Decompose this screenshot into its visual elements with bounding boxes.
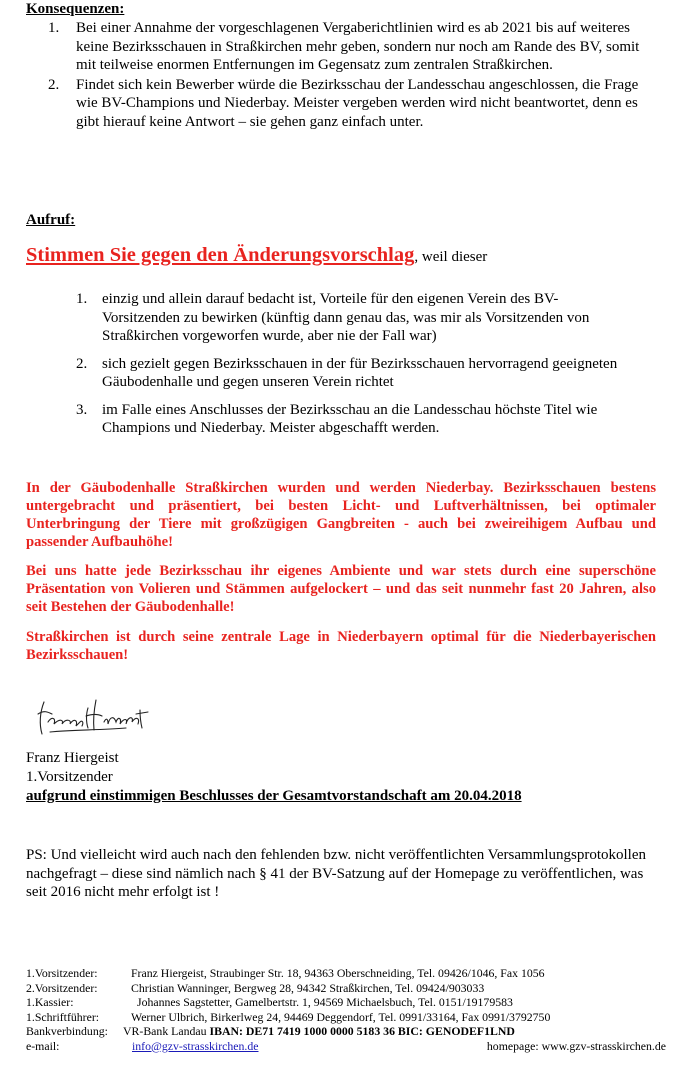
appeal-list [76,290,636,438]
list-number: 3. [76,401,88,418]
list-item [48,19,648,75]
list-text: Bei einer Annahme der vorgeschlagenen Vergaberichtlinien wird es ab 2021 bis auf weiteres keine Bezirksschauen in Straßkirchen mehr geben, sondern nur noch am Rande des BV, somit mit teilweise enormen Entfernungen im Gegensatz zum zentralen Straßkirchen. [76,20,640,73]
list-number: 2. [48,76,60,93]
list-number: 1. [76,291,88,307]
list-number: 2. [76,355,88,372]
list-item [76,355,636,392]
email-link[interactable]: info@gzv-strasskirchen.de [132,1038,259,1053]
footer-row [26,966,666,981]
footer-bank-row [26,1024,666,1039]
list-text: im Falle eines Anschlusses der Bezirksschau an die Landesschau höchste Titel wie Champions und Niederbay. Meister abgeschafft werden. [102,401,598,436]
footer-label: e-mail: [26,1038,60,1053]
footer-value: Franz Hiergeist, Straubinger Str. 18, 94363 Oberschneiding, Tel. 09426/1046, Fax 1056 [131,966,545,980]
list-text: einzig und allein darauf bedacht ist, Vorteile für den eigenen Verein des BV-Vorsitzenden zu bewirken (künftig dann genau das, was mir als Vorsitzenden von Straßkirchen vorgeworfen wurde, aber nie der Fall war) [102,291,590,344]
footer-label: 1.Schriftführer: [26,1009,100,1024]
list-text: Findet sich kein Bewerber würde die Bezirksschau der Landesschau angeschlossen, die Frage wie BV-Champions und Niederbay. Meister vergeben werden wird nicht beantwortet, denn es gibt hierauf keine Antwort – sie gehen ganz einfach unter. [76,76,639,130]
footer [26,966,666,1053]
footer-label: Bankverbindung: [26,1024,108,1038]
signature-icon [30,692,160,740]
homepage-text: homepage: www.gzv-strasskirchen.de [486,1038,666,1053]
postscript: PS: Und vielleicht wird auch nach den fehlenden bzw. nicht veröffentlichten Versammlungsprotokollen nachgefragt – diese sind nämlich nach § 41 der BV-Satzung auf der Homepage zu veröffentlichen, was seit 2016 nicht mehr erfolgt ist ! [26,847,646,900]
appeal-headline-suffix: , weil dieser [414,249,488,265]
footer-value: Johannes Sagstetter, Gamelbertstr. 1, 94569 Michaelsbuch, Tel. 0151/19179583 [137,995,513,1009]
appeal-headline [26,244,487,267]
bank-name: VR-Bank Landau [123,1024,207,1038]
footer-contact-row [26,1039,666,1054]
list-number: 1. [48,20,60,36]
footer-value: Werner Ulbrich, Birkerlweg 24, 94469 Deggendorf, Tel. 0991/33164, Fax 0991/3792750 [131,1009,551,1024]
red-paragraph: Bei uns hatte jede Bezirksschau ihr eigenes Ambiente und war stets durch eine superschöne Präsentation von Volieren und Stämmen aufgelockert – und das seit nunmehr fast 20 Jahren, also seit Bestehen der Gäubodenhalle! [26,563,656,615]
resolution-note: aufgrund einstimmigen Beschlusses der Gesamtvorstandschaft am 20.04.2018 [26,788,522,804]
footer-label: 1.Vorsitzender: [26,966,98,980]
footer-label: 1.Kassier: [26,995,74,1009]
list-item [76,290,636,346]
list-item [76,401,636,438]
signer-role: 1.Vorsitzender [26,769,113,785]
footer-row [26,995,666,1010]
list-text: sich gezielt gegen Bezirksschauen in der für Bezirksschauen hervorragend geeigneten Gäubodenhalle und gegen unseren Verein richtet [102,355,618,390]
appeal-heading: Aufruf: [26,212,76,228]
appeal-headline-emphasis: Stimmen Sie gegen den Änderungsvorschlag [26,244,415,266]
footer-value: Christian Wanninger, Bergweg 28, 94342 Straßkirchen, Tel. 09424/903033 [131,980,485,995]
footer-row [26,1010,666,1025]
consequences-list [48,19,648,131]
red-paragraph: In der Gäubodenhalle Straßkirchen wurden und werden Niederbay. Bezirksschauen bestens untergebracht und präsentiert, bei besten Licht- und Luftverhältnissen, bei optimaler Unterbringung der Tiere mit großzügigen Gangbreiten - auch bei zweireihigem Aufbau und passender Aufbauhöhe! [26,480,656,550]
footer-label: 2.Vorsitzender: [26,980,98,995]
red-paragraph: Straßkirchen ist durch seine zentrale Lage in Niederbayern optimal für die Niederbayerischen Bezirksschauen! [26,629,656,663]
footer-row [26,981,666,996]
consequences-heading: Konsequenzen: [26,1,125,17]
bank-details: IBAN: DE71 7419 1000 0000 5183 36 BIC: GENODEF1LND [209,1024,515,1038]
list-item [48,76,648,132]
handwritten-signature [30,692,160,740]
signer-name: Franz Hiergeist [26,750,119,766]
